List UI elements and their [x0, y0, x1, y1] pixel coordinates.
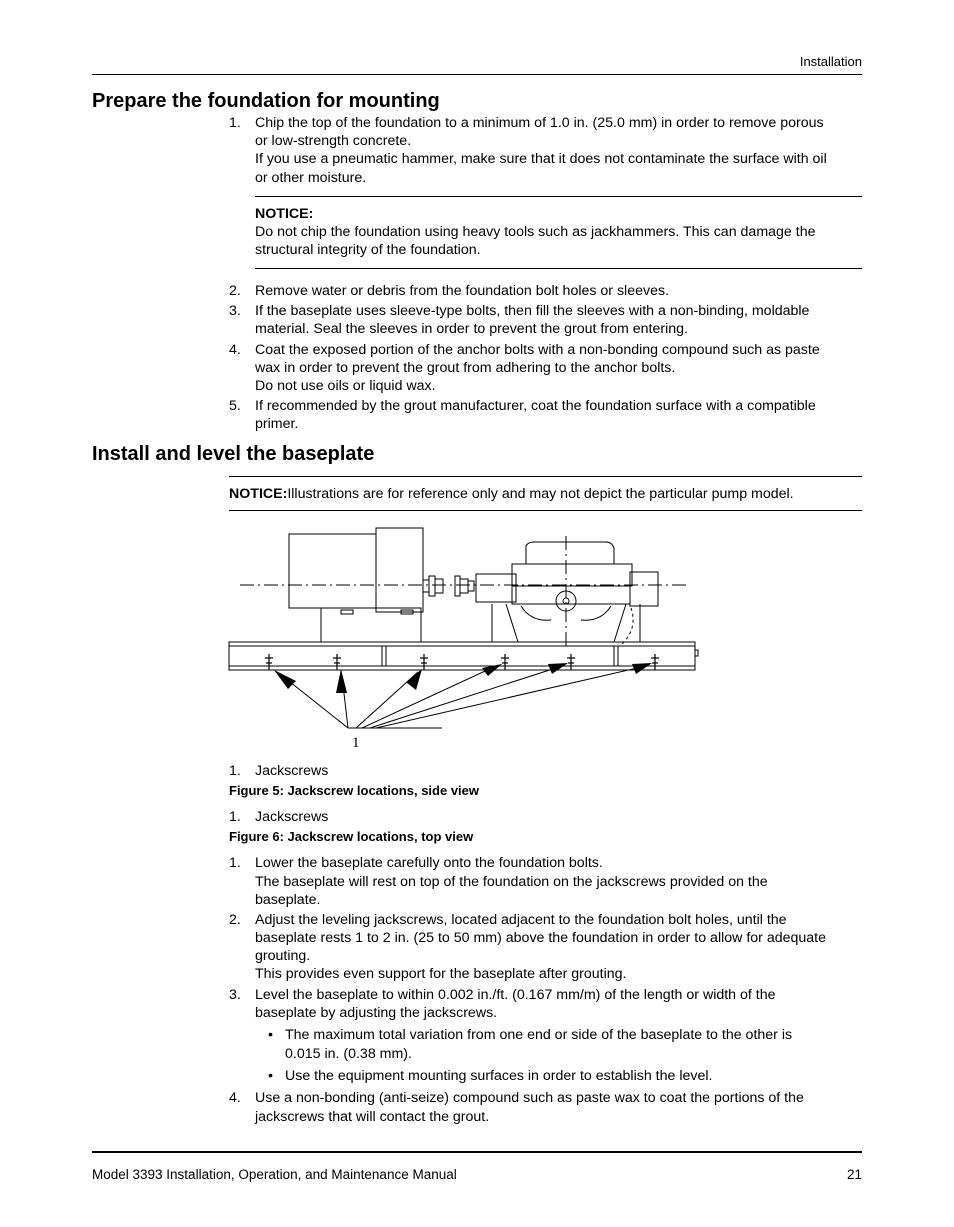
step-text: grouting. — [255, 948, 311, 964]
notice-text: Do not chip the foundation using heavy tools such as jackhammers. This can damage the — [255, 224, 816, 240]
step-number: 3. — [229, 303, 241, 319]
bullet-text: 0.015 in. (0.38 mm). — [285, 1046, 412, 1062]
step-text: baseplate by adjusting the jackscrews. — [255, 1005, 498, 1021]
step-text: Use a non-bonding (anti-seize) compound such as paste wax to coat the portions of the — [255, 1090, 804, 1106]
step-text: Remove water or debris from the foundation bolt holes or sleeves. — [255, 283, 670, 299]
step-text: primer. — [255, 416, 299, 432]
legend-number: 1. — [229, 809, 241, 825]
bullet-text: Use the equipment mounting surfaces in order to establish the level. — [285, 1068, 713, 1084]
step-text: or other moisture. — [255, 170, 367, 186]
step-text: material. Seal the sleeves in order to prevent the grout from entering. — [255, 321, 688, 337]
notice-label: NOTICE: — [255, 206, 314, 222]
notice2-rule-bottom — [229, 510, 862, 511]
bullet-marker: • — [268, 1027, 273, 1043]
step-number: 5. — [229, 398, 241, 414]
legend-text: Jackscrews — [255, 763, 329, 779]
step-text: If you use a pneumatic hammer, make sure that it does not contaminate the surface with oil — [255, 151, 827, 167]
legend-text: Jackscrews — [255, 809, 329, 825]
step-text: The baseplate will rest on top of the foundation on the jackscrews provided on the — [255, 874, 768, 890]
step-number: 1. — [229, 115, 241, 131]
notice-label: NOTICE: — [229, 486, 288, 502]
step-text: If the baseplate uses sleeve-type bolts, then fill the sleeves with a non-binding, moldable — [255, 303, 810, 319]
step-number: 2. — [229, 912, 241, 928]
step-number: 4. — [229, 1090, 241, 1106]
footer-manual-title: Model 3393 Installation, Operation, and Maintenance Manual — [92, 1167, 457, 1182]
notice-text: structural integrity of the foundation. — [255, 242, 481, 258]
step-text: Lower the baseplate carefully onto the foundation bolts. — [255, 855, 603, 871]
step-text: wax in order to prevent the grout from adhering to the anchor bolts. — [255, 360, 676, 376]
bullet-marker: • — [268, 1068, 273, 1084]
step-text: Adjust the leveling jackscrews, located adjacent to the foundation bolt holes, until the — [255, 912, 787, 928]
figure-callout: 1 — [352, 735, 360, 751]
notice-rule-bottom — [255, 268, 862, 269]
step-number: 1. — [229, 855, 241, 871]
step-text: Coat the exposed portion of the anchor bolts with a non-bonding compound such as paste — [255, 342, 820, 358]
figure-5-caption: Figure 5: Jackscrew locations, side view — [229, 783, 479, 798]
notice2-rule-top — [229, 476, 862, 477]
step-number: 4. — [229, 342, 241, 358]
header-rule — [92, 74, 862, 75]
section-title-install-level-baseplate: Install and level the baseplate — [92, 443, 375, 465]
notice2-box — [229, 485, 794, 503]
step-number: 3. — [229, 987, 241, 1003]
step-text: jackscrews that will contact the grout. — [255, 1109, 490, 1125]
figure-6-caption: Figure 6: Jackscrew locations, top view — [229, 829, 474, 844]
page-number: 21 — [846, 1167, 862, 1182]
step-text: Do not use oils or liquid wax. — [255, 378, 436, 394]
running-header: Installation — [799, 54, 862, 69]
step-text: If recommended by the grout manufacturer, coat the foundation surface with a compatible — [255, 398, 816, 414]
step-text: Chip the top of the foundation to a minimum of 1.0 in. (25.0 mm) in order to remove porous — [255, 115, 824, 131]
step-text: or low-strength concrete. — [255, 133, 412, 149]
step-text: This provides even support for the baseplate after grouting. — [255, 966, 627, 982]
section-title-prepare-foundation: Prepare the foundation for mounting — [92, 90, 440, 112]
footer-rule — [92, 1151, 862, 1153]
step-text: baseplate rests 1 to 2 in. (25 to 50 mm) above the foundation in order to allow for adequate — [255, 930, 827, 946]
bullet-text: The maximum total variation from one end or side of the baseplate to the other is — [285, 1027, 793, 1043]
step-text: Level the baseplate to within 0.002 in./ft. (0.167 mm/m) of the length or width of the — [255, 987, 776, 1003]
step-number: 2. — [229, 283, 241, 299]
notice-rule-top — [255, 196, 862, 197]
legend-number: 1. — [229, 763, 241, 779]
step-text: baseplate. — [255, 892, 321, 908]
notice-text: Illustrations are for reference only and may not depict the particular pump model. — [287, 486, 794, 502]
jackscrew-side-view-drawing — [226, 524, 702, 754]
